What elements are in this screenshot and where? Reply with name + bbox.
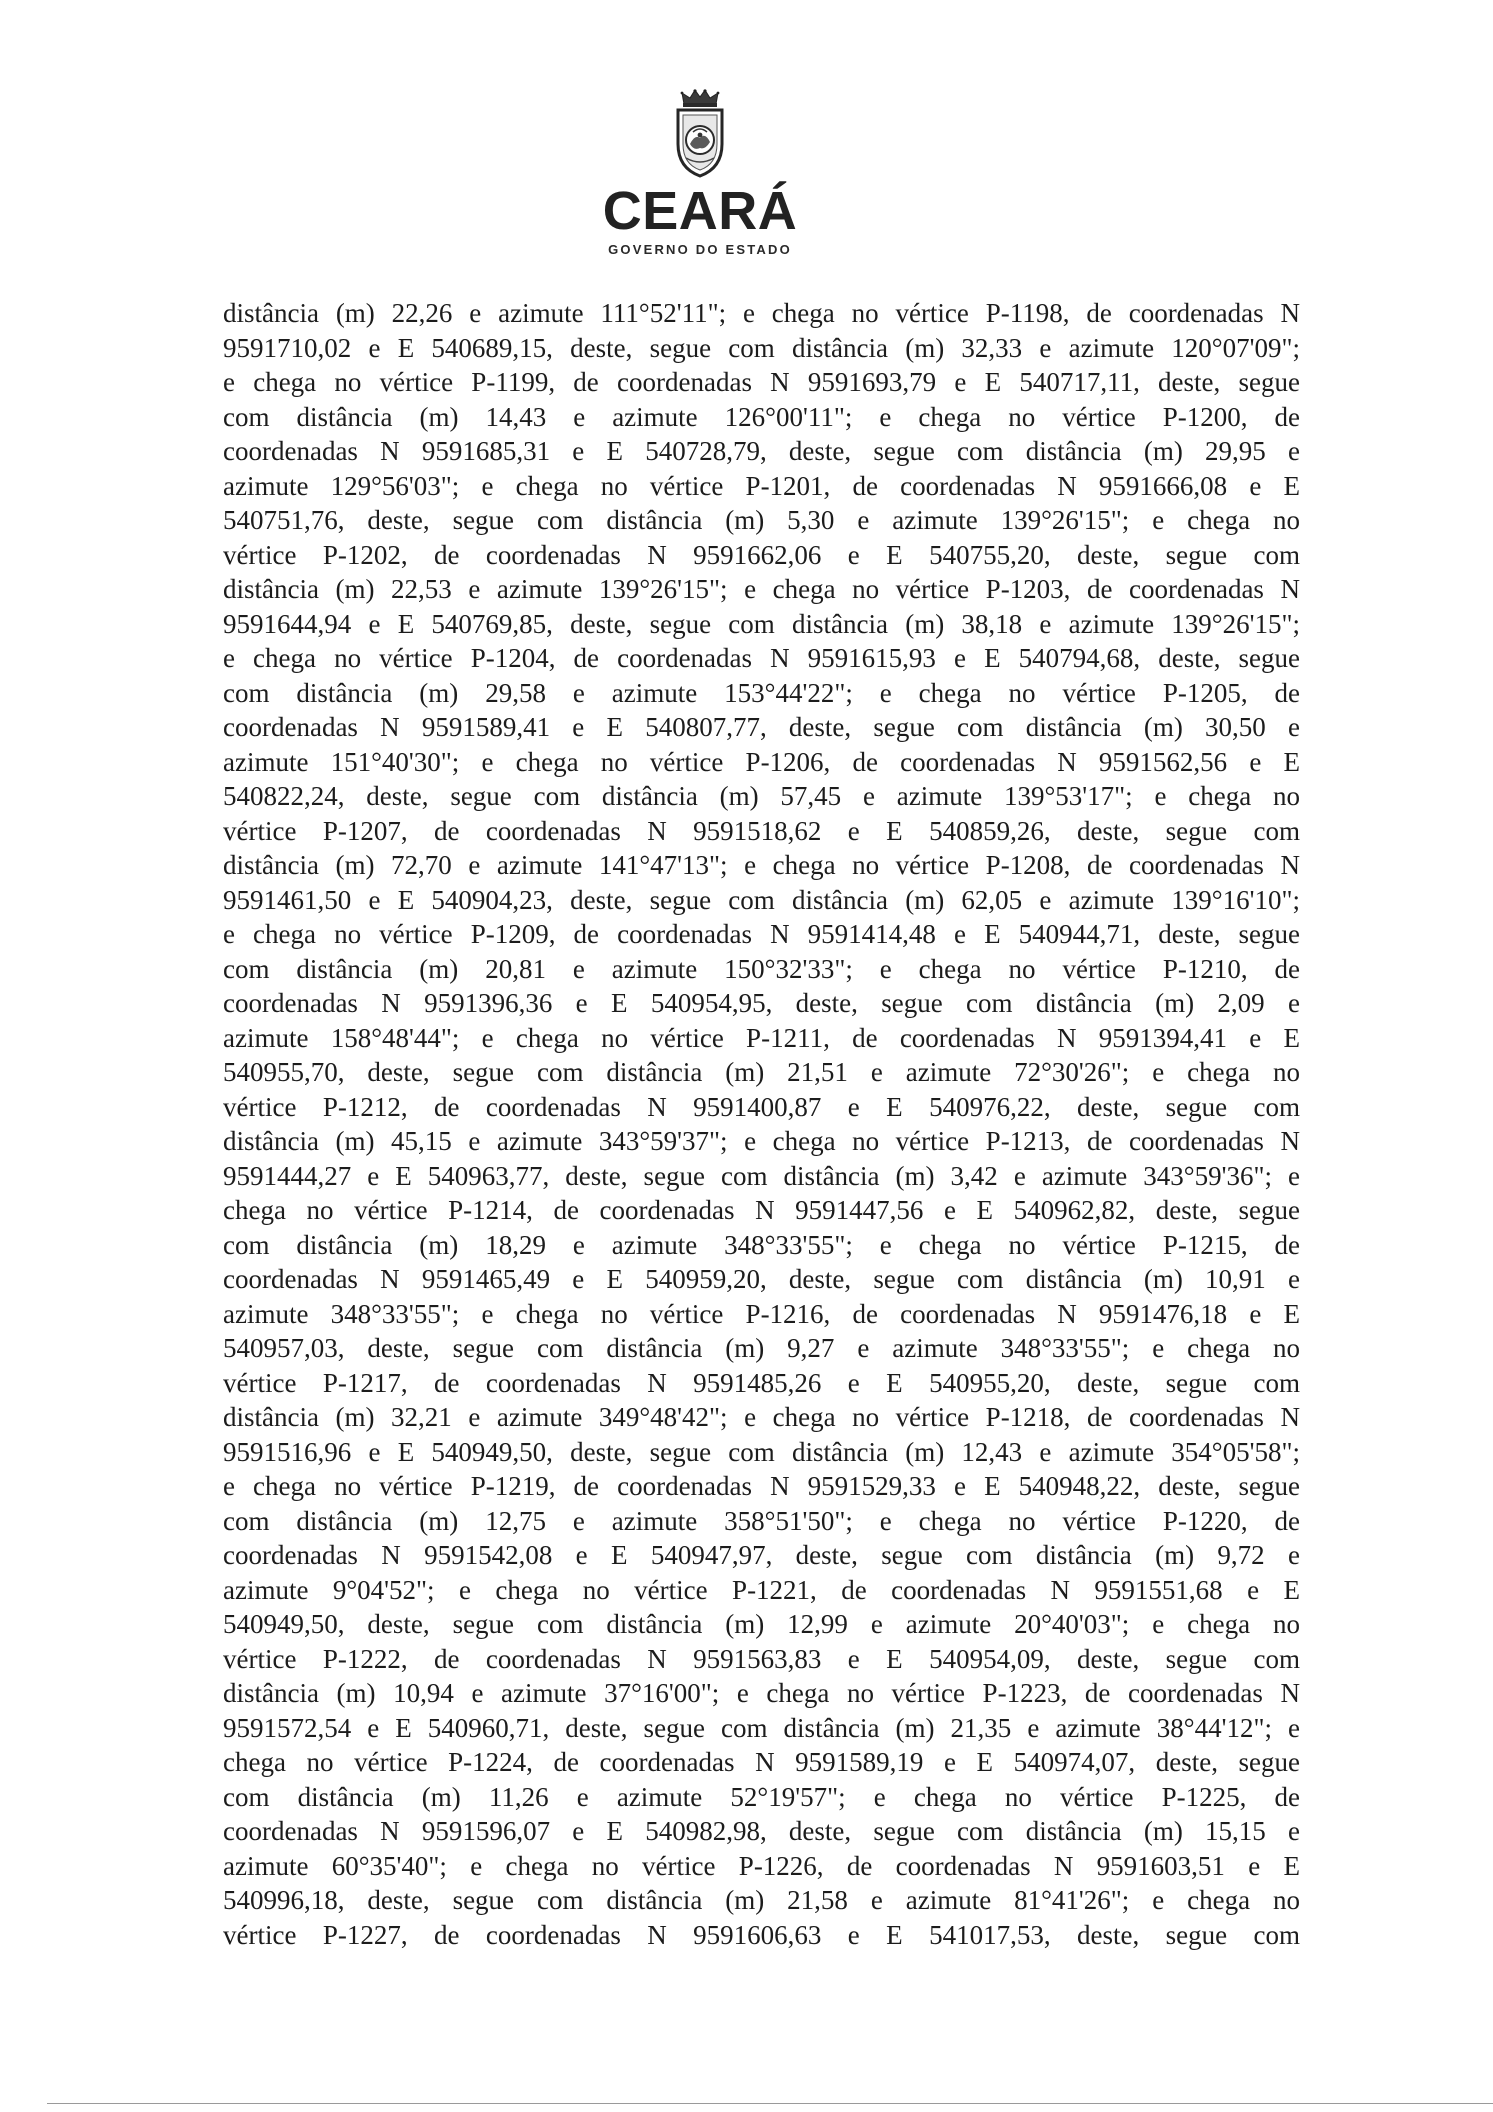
text-line: vértice P-1227, de coordenadas N 9591606,63 e E 541017,53, deste, segue com: [223, 1919, 1300, 1950]
text-line: azimute 158°48'44"; e chega no vértice P-1211, de coordenadas N 9591394,41 e E: [223, 1022, 1300, 1053]
text-line: azimute 129°56'03"; e chega no vértice P-1201, de coordenadas N 9591666,08 e E: [223, 470, 1300, 501]
text-line: chega no vértice P-1214, de coordenadas N 9591447,56 e E 540962,82, deste, segue: [223, 1195, 1300, 1225]
text-line: vértice P-1212, de coordenadas N 9591400,87 e E 540976,22, deste, segue com: [223, 1091, 1300, 1122]
text-line: distância (m) 72,70 e azimute 141°47'13"; e chega no vértice P-1208, de coordenadas N: [223, 850, 1300, 880]
text-line: 540957,03, deste, segue com distância (m) 9,27 e azimute 348°33'55"; e chega no: [223, 1333, 1300, 1363]
text-line: 9591644,94 e E 540769,85, deste, segue com distância (m) 38,18 e azimute 139°26'15";: [223, 608, 1300, 639]
text-line: vértice P-1222, de coordenadas N 9591563,83 e E 540954,09, deste, segue com: [223, 1643, 1300, 1674]
text-line: com distância (m) 11,26 e azimute 52°19'57"; e chega no vértice P-1225, de: [223, 1781, 1300, 1812]
text-line: 9591461,50 e E 540904,23, deste, segue com distância (m) 62,05 e azimute 139°16'10";: [223, 884, 1300, 915]
text-line: distância (m) 22,53 e azimute 139°26'15"; e chega no vértice P-1203, de coordenadas N: [223, 574, 1300, 604]
text-line: azimute 60°35'40"; e chega no vértice P-1226, de coordenadas N 9591603,51 e E: [223, 1850, 1300, 1881]
text-line: e chega no vértice P-1209, de coordenadas N 9591414,48 e E 540944,71, deste, segue: [223, 919, 1300, 949]
text-line: azimute 151°40'30"; e chega no vértice P-1206, de coordenadas N 9591562,56 e E: [223, 746, 1300, 777]
text-line: coordenadas N 9591396,36 e E 540954,95, deste, segue com distância (m) 2,09 e: [223, 988, 1300, 1018]
text-line: 540751,76, deste, segue com distância (m) 5,30 e azimute 139°26'15"; e chega no: [223, 505, 1300, 535]
text-line: com distância (m) 12,75 e azimute 358°51'50"; e chega no vértice P-1220, de: [223, 1505, 1300, 1536]
text-line: com distância (m) 18,29 e azimute 348°33'55"; e chega no vértice P-1215, de: [223, 1229, 1300, 1260]
bottom-divider: [47, 2103, 1493, 2104]
text-line: chega no vértice P-1224, de coordenadas N 9591589,19 e E 540974,07, deste, segue: [223, 1747, 1300, 1777]
text-line: 9591516,96 e E 540949,50, deste, segue com distância (m) 12,43 e azimute 354°05'58";: [223, 1436, 1300, 1467]
coat-of-arms-icon: [671, 88, 729, 178]
text-line: e chega no vértice P-1204, de coordenadas N 9591615,93 e E 540794,68, deste, segue: [223, 643, 1300, 673]
text-line: distância (m) 32,21 e azimute 349°48'42"; e chega no vértice P-1218, de coordenadas N: [223, 1402, 1300, 1432]
text-line: com distância (m) 14,43 e azimute 126°00'11"; e chega no vértice P-1200, de: [223, 401, 1300, 432]
text-line: 9591444,27 e E 540963,77, deste, segue com distância (m) 3,42 e azimute 343°59'36"; e: [223, 1160, 1300, 1191]
text-line: distância (m) 10,94 e azimute 37°16'00"; e chega no vértice P-1223, de coordenadas N: [223, 1678, 1300, 1708]
text-line: azimute 348°33'55"; e chega no vértice P-1216, de coordenadas N 9591476,18 e E: [223, 1298, 1300, 1329]
text-line: vértice P-1217, de coordenadas N 9591485,26 e E 540955,20, deste, segue com: [223, 1367, 1300, 1398]
document-body: [223, 296, 1300, 1952]
text-line: coordenadas N 9591465,49 e E 540959,20, deste, segue com distância (m) 10,91 e: [223, 1264, 1300, 1294]
text-line: 540955,70, deste, segue com distância (m) 21,51 e azimute 72°30'26"; e chega no: [223, 1057, 1300, 1087]
text-line: 9591710,02 e E 540689,15, deste, segue com distância (m) 32,33 e azimute 120°07'09";: [223, 332, 1300, 363]
text-line: coordenadas N 9591589,41 e E 540807,77, deste, segue com distância (m) 30,50 e: [223, 712, 1300, 742]
state-subtitle: GOVERNO DO ESTADO: [608, 242, 792, 257]
letterhead: [600, 88, 800, 257]
text-line: 9591572,54 e E 540960,71, deste, segue com distância (m) 21,35 e azimute 38°44'12"; e: [223, 1712, 1300, 1743]
text-line: coordenadas N 9591596,07 e E 540982,98, deste, segue com distância (m) 15,15 e: [223, 1816, 1300, 1846]
state-title: CEARÁ: [602, 181, 798, 241]
text-line: 540996,18, deste, segue com distância (m) 21,58 e azimute 81°41'26"; e chega no: [223, 1885, 1300, 1915]
text-line: com distância (m) 20,81 e azimute 150°32'33"; e chega no vértice P-1210, de: [223, 953, 1300, 984]
text-line: 540822,24, deste, segue com distância (m) 57,45 e azimute 139°53'17"; e chega no: [223, 781, 1300, 811]
text-line: coordenadas N 9591685,31 e E 540728,79, deste, segue com distância (m) 29,95 e: [223, 436, 1300, 466]
text-line: azimute 9°04'52"; e chega no vértice P-1221, de coordenadas N 9591551,68 e E: [223, 1574, 1300, 1605]
text-line: 540949,50, deste, segue com distância (m) 12,99 e azimute 20°40'03"; e chega no: [223, 1609, 1300, 1639]
text-line: coordenadas N 9591542,08 e E 540947,97, deste, segue com distância (m) 9,72 e: [223, 1540, 1300, 1570]
text-line: vértice P-1207, de coordenadas N 9591518,62 e E 540859,26, deste, segue com: [223, 815, 1300, 846]
text-line: vértice P-1202, de coordenadas N 9591662,06 e E 540755,20, deste, segue com: [223, 539, 1300, 570]
text-line: e chega no vértice P-1219, de coordenadas N 9591529,33 e E 540948,22, deste, segue: [223, 1471, 1300, 1501]
text-line: e chega no vértice P-1199, de coordenadas N 9591693,79 e E 540717,11, deste, segue: [223, 367, 1300, 397]
text-line: distância (m) 22,26 e azimute 111°52'11"; e chega no vértice P-1198, de coordenadas N: [223, 298, 1300, 328]
text-line: distância (m) 45,15 e azimute 343°59'37"; e chega no vértice P-1213, de coordenadas N: [223, 1126, 1300, 1156]
text-line: com distância (m) 29,58 e azimute 153°44'22"; e chega no vértice P-1205, de: [223, 677, 1300, 708]
